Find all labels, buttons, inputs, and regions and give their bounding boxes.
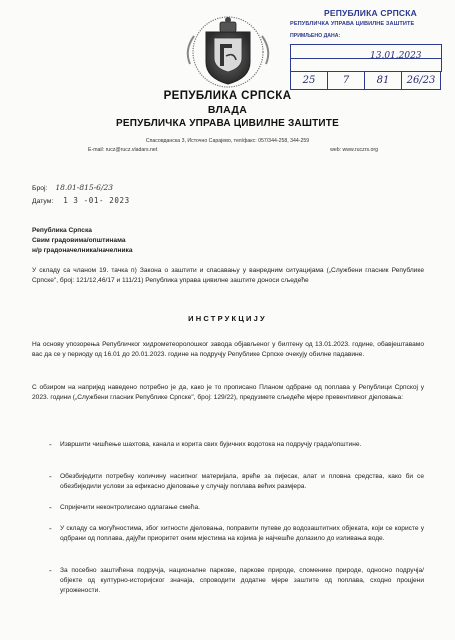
intro-paragraph: У складу са чланом 19. тачка п) Закона о заштити и спасавању у ванредним ситуацијама („Службени гласник Републике Српске", број: 121/12,46/17 и 111/21) Република управа цивилне заштите доноси сљедеће bbox=[32, 267, 424, 285]
stamp-cell: 26/23 bbox=[402, 72, 441, 90]
number-value: 18.01-815-6/23 bbox=[55, 183, 114, 192]
contact-web: web: www.ruczrs.org bbox=[330, 147, 378, 153]
stamp-cell: 81 bbox=[365, 72, 402, 90]
list-item: За посебно заштићена подручја, националне паркове, паркове природе, споменике природе, односно подручја/објекте од културно-историјског значаја, спроводити додатне мјере заштите од поплава, сходно процјени угрожености. bbox=[60, 567, 424, 595]
date-label: Датум: bbox=[32, 198, 54, 205]
list-bullet: - bbox=[49, 566, 52, 575]
stamp-title: РЕПУБЛИКА СРПСКА bbox=[324, 8, 417, 18]
list-bullet: - bbox=[49, 472, 52, 481]
list-bullet: - bbox=[49, 524, 52, 533]
stamp-cells bbox=[290, 71, 441, 90]
stamp-subtitle: РЕПУБЛИЧКА УПРАВА ЦИВИЛНЕ ЗАШТИТЕ bbox=[290, 21, 415, 27]
header-republic: РЕПУБЛИКА СРПСКА bbox=[163, 90, 292, 102]
recipient-line: н/р градоначелника/начелника bbox=[32, 247, 133, 254]
list-bullet: - bbox=[49, 503, 52, 512]
header-agency: РЕПУБЛИЧКА УПРАВА ЦИВИЛНЕ ЗАШТИТЕ bbox=[116, 118, 339, 129]
stamp-cell: 25 bbox=[291, 72, 328, 90]
stamp-received-label: ПРИМЉЕНО ДАНА: bbox=[290, 33, 341, 39]
registration-stamp bbox=[286, 6, 446, 92]
header-government: ВЛАДА bbox=[207, 104, 248, 116]
contact-line bbox=[88, 147, 378, 153]
recipient-line: Република Српска bbox=[32, 227, 92, 234]
paragraph-forecast: На основу упозорења Републичког хидрометеоролошког завода објављеног у билтену од 13.01.2023. године, обавјештавамо вас да се у периоду од 16.01 до 20.01.2023. године на подручју Републике Српске очекују обилне падавине. bbox=[32, 341, 424, 359]
list-item: Спријечити неконтролисано одлагање смећа. bbox=[60, 504, 201, 511]
number-label: Број: bbox=[32, 185, 48, 192]
recipient-line: Свим градовима/општинама bbox=[32, 237, 126, 244]
list-item: У складу са могућностима, због хитности дјеловања, поправити путеве до водозаштитних објеката, који се користе у одбрани од поплава, дајући приоритет оним мјестима на којима је најчешће долазило до изливања воде. bbox=[60, 525, 424, 543]
stamp-received-date: 13.01.2023 bbox=[370, 51, 422, 61]
contact-address: Спасовданска 3, Источно Сарајево, тел/факс: 057/344-258, 344-259 bbox=[145, 138, 310, 144]
list-item: Обезбиједити потребну количину насипног материјала, вреће за пијесак, алат и пловна средства, како би се обезбиједили услови за ефикасно дјеловање у случају поплава већих размјера. bbox=[60, 473, 424, 491]
list-bullet: - bbox=[49, 440, 52, 449]
coat-of-arms-emblem bbox=[168, 12, 288, 90]
paragraph-measures-intro: С обзиром на напријед наведено потребно је да, како је то прописано Планом одбране од поплава у Републици Српској у 2023. години („Службени гласник Републике Српске", број: 129/22), предузмете сљедеће мјере превентивног дјеловања: bbox=[32, 384, 424, 402]
contact-email: E-mail: rucz@rucz.vladars.net bbox=[88, 147, 158, 153]
stamp-cell: 7 bbox=[328, 72, 365, 90]
document-title: ИНСТРУКЦИЈУ bbox=[188, 314, 267, 323]
date-value: 1 3 -01- 2023 bbox=[63, 196, 130, 205]
meta-number-row bbox=[32, 183, 113, 192]
meta-date-row bbox=[32, 196, 130, 205]
list-item: Извршити чишћење шахтова, канала и корита свих бујичних водотока на подручју града/општине. bbox=[60, 441, 362, 448]
